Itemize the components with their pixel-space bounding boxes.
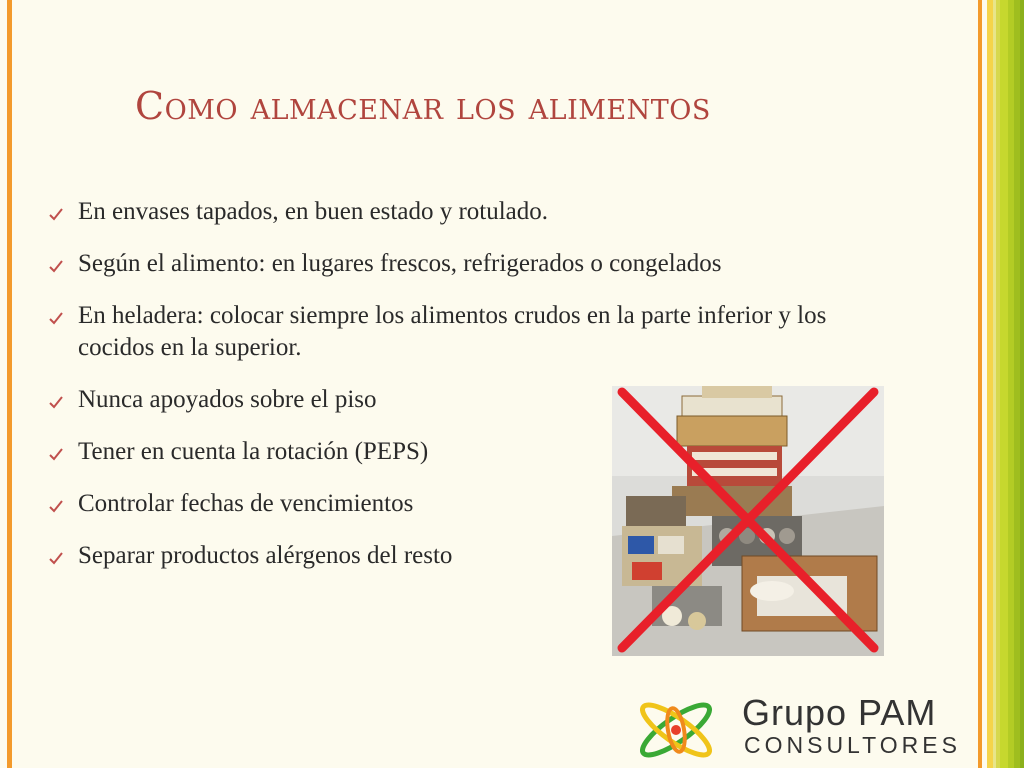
bullet-item xyxy=(46,248,926,280)
logo-name: Grupo PAM xyxy=(742,692,937,733)
check-icon xyxy=(48,310,64,326)
bullet-text: Nunca apoyados sobre el piso xyxy=(78,386,377,413)
bullet-item xyxy=(46,196,926,228)
left-border xyxy=(7,0,12,768)
check-icon xyxy=(48,498,64,514)
bullet-text: Controlar fechas de vencimientos xyxy=(78,490,414,517)
photo-illustration xyxy=(612,386,884,656)
storage-photo-crossed-out xyxy=(612,386,884,656)
bullet-text: Según el alimento: en lugares frescos, refrigerados o congelados xyxy=(78,250,722,277)
logo-swoosh-icon xyxy=(628,694,724,766)
right-border-stripes xyxy=(978,0,1024,768)
check-icon xyxy=(48,206,64,222)
bullet-text: En envases tapados, en buen estado y rotulado. xyxy=(78,198,549,225)
slide-title: Como almacenar los alimentos xyxy=(135,84,711,128)
bullet-text: Tener en cuenta la rotación (PEPS) xyxy=(78,438,429,465)
bullet-text: Separar productos alérgenos del resto xyxy=(78,542,453,569)
check-icon xyxy=(48,394,64,410)
bullet-text: En heladera: colocar siempre los alimentos crudos en la parte inferior y los cocidos en la superior. xyxy=(78,302,827,361)
logo-subtitle: CONSULTORES xyxy=(744,732,961,758)
check-icon xyxy=(48,258,64,274)
check-icon xyxy=(48,446,64,462)
bullet-item xyxy=(46,300,926,364)
check-icon xyxy=(48,550,64,566)
company-logo xyxy=(624,688,964,766)
